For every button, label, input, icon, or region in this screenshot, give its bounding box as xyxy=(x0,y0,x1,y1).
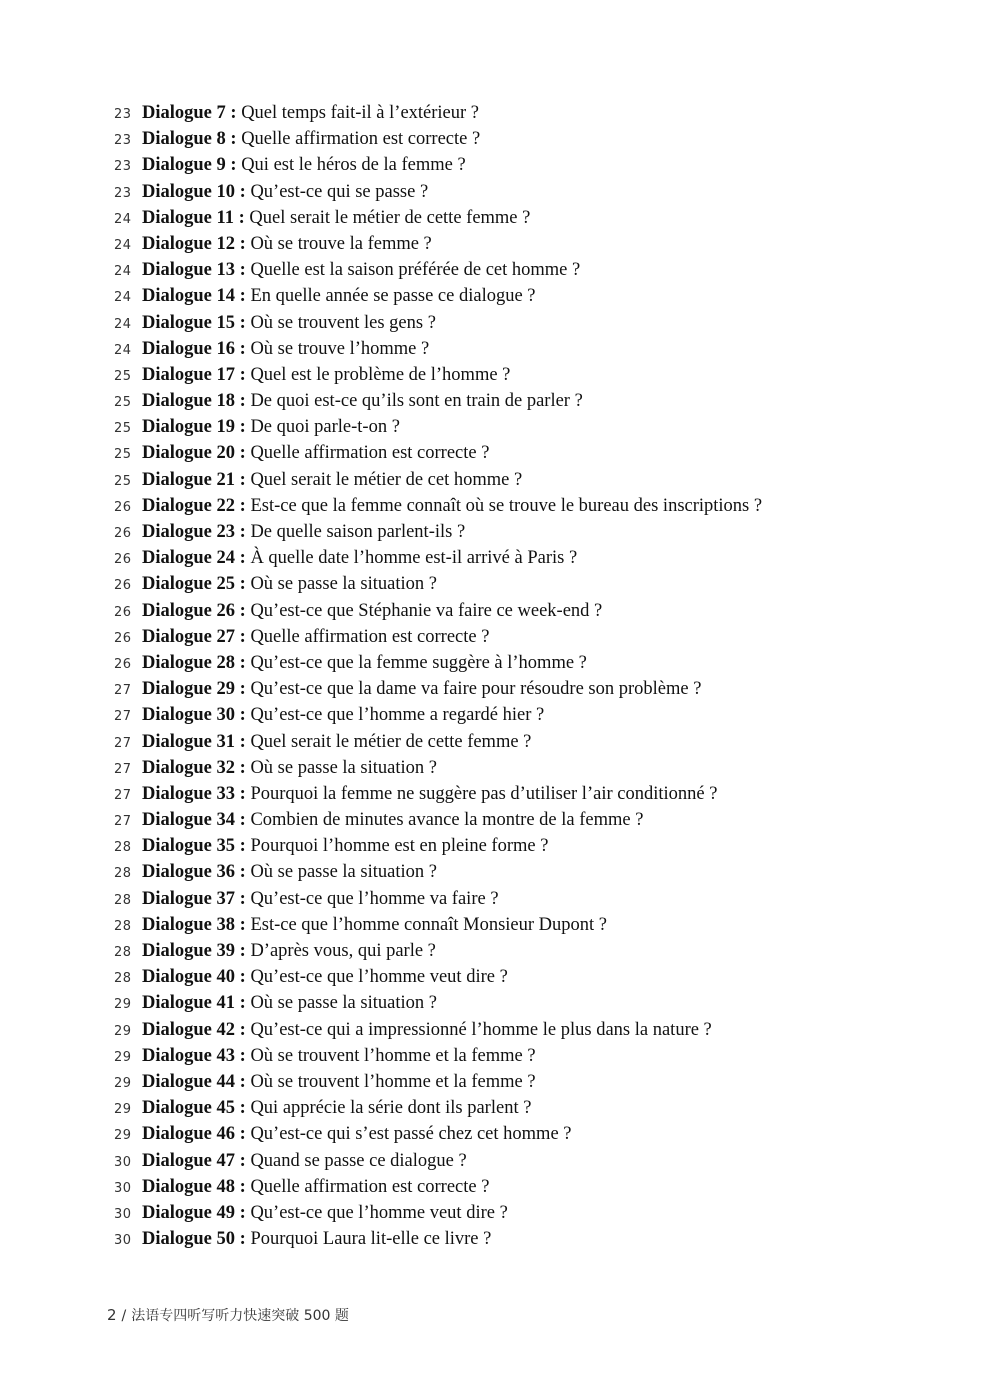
dialogue-label: Dialogue 21 : xyxy=(142,469,246,490)
toc-entry xyxy=(114,365,974,391)
dialogue-label: Dialogue 41 : xyxy=(142,993,246,1014)
dialogue-question: Qui est le héros de la femme ? xyxy=(236,155,466,176)
toc-page-number: 27 xyxy=(114,761,132,777)
toc-entry xyxy=(114,1124,974,1150)
dialogue-label: Dialogue 32 : xyxy=(142,757,246,778)
dialogue-label: Dialogue 40 : xyxy=(142,967,246,988)
dialogue-question: Où se passe la situation ? xyxy=(245,757,437,778)
dialogue-label: Dialogue 28 : xyxy=(142,652,246,673)
toc-page-number: 26 xyxy=(114,578,132,594)
toc-page-number: 26 xyxy=(114,552,132,568)
toc-page-number: 30 xyxy=(114,1233,132,1249)
dialogue-label: Dialogue 46 : xyxy=(142,1124,246,1145)
dialogue-question: Quelle est la saison préférée de cet homme ? xyxy=(245,260,581,281)
dialogue-question: De quoi parle-t-on ? xyxy=(245,417,400,438)
toc-entry xyxy=(114,993,974,1019)
toc-page-number: 30 xyxy=(114,1154,132,1170)
toc-entry xyxy=(114,470,974,496)
dialogue-label: Dialogue 27 : xyxy=(142,626,246,647)
footer-separator: / xyxy=(121,1308,127,1324)
dialogue-question: Quelle affirmation est correcte ? xyxy=(236,129,481,150)
toc-page-number: 24 xyxy=(114,342,132,358)
dialogue-question: Quel serait le métier de cette femme ? xyxy=(244,207,531,228)
toc-page-number: 27 xyxy=(114,814,132,830)
toc-entry xyxy=(114,313,974,339)
dialogue-label: Dialogue 37 : xyxy=(142,888,246,909)
dialogue-label: Dialogue 12 : xyxy=(142,233,246,254)
toc-page-number: 23 xyxy=(114,107,132,122)
dialogue-question: Où se passe la situation ? xyxy=(245,574,437,595)
dialogue-question: Pourquoi l’homme est en pleine forme ? xyxy=(245,836,549,857)
toc-page-number: 27 xyxy=(114,735,132,751)
dialogue-label: Dialogue 47 : xyxy=(142,1150,246,1171)
toc-entry xyxy=(114,391,974,417)
dialogue-label: Dialogue 11 : xyxy=(142,207,245,228)
toc-page-number: 23 xyxy=(114,185,132,201)
toc-entry xyxy=(114,679,974,705)
dialogue-question: Où se passe la situation ? xyxy=(245,862,437,883)
toc-entry xyxy=(114,941,974,967)
dialogue-label: Dialogue 43 : xyxy=(142,1045,246,1066)
dialogue-label: Dialogue 39 : xyxy=(142,941,246,961)
toc-page-number: 29 xyxy=(114,1075,132,1091)
toc-page-number: 29 xyxy=(114,1128,132,1144)
toc-entry xyxy=(114,496,974,522)
toc-page-number: 28 xyxy=(114,892,132,908)
dialogue-question: Où se trouvent l’homme et la femme ? xyxy=(245,1045,536,1066)
dialogue-label: Dialogue 42 : xyxy=(142,1019,246,1040)
toc-entry xyxy=(114,208,974,234)
toc-page-number: 27 xyxy=(114,709,132,725)
toc-page-number: 28 xyxy=(114,918,132,934)
toc-entry xyxy=(114,1229,974,1255)
dialogue-question: En quelle année se passe ce dialogue ? xyxy=(245,286,536,307)
toc-page-number: 26 xyxy=(114,604,132,620)
page-folio: 2 xyxy=(107,1306,117,1324)
toc-page-number: 30 xyxy=(114,1180,132,1196)
dialogue-question: Est-ce que l’homme connaît Monsieur Dupont ? xyxy=(245,914,607,935)
toc-page-number: 24 xyxy=(114,264,132,280)
toc-page-number: 25 xyxy=(114,395,132,411)
dialogue-label: Dialogue 36 : xyxy=(142,862,246,883)
dialogue-label: Dialogue 17 : xyxy=(142,364,246,385)
toc-entry xyxy=(114,260,974,286)
dialogue-label: Dialogue 26 : xyxy=(142,600,246,621)
dialogue-label: Dialogue 10 : xyxy=(142,181,246,202)
toc-entry xyxy=(114,758,974,784)
toc-page-number: 27 xyxy=(114,787,132,803)
dialogue-label: Dialogue 45 : xyxy=(142,1098,246,1119)
toc-entry xyxy=(114,627,974,653)
dialogue-label: Dialogue 19 : xyxy=(142,417,246,438)
toc-page-number: 29 xyxy=(114,997,132,1013)
toc-page-number: 26 xyxy=(114,499,132,515)
toc-page-number: 28 xyxy=(114,840,132,856)
dialogue-question: Quel temps fait-il à l’extérieur ? xyxy=(236,103,480,123)
dialogue-label: Dialogue 9 : xyxy=(142,155,237,176)
toc-entry xyxy=(114,967,974,993)
dialogue-label: Dialogue 34 : xyxy=(142,810,246,831)
dialogue-question: Quel serait le métier de cet homme ? xyxy=(245,469,523,490)
dialogue-label: Dialogue 29 : xyxy=(142,679,246,700)
toc-entry xyxy=(114,601,974,627)
toc-entry xyxy=(114,522,974,548)
toc-page-number: 29 xyxy=(114,1049,132,1065)
toc-entry xyxy=(114,339,974,365)
toc-page-number: 28 xyxy=(114,945,132,960)
toc-page-number: 25 xyxy=(114,368,132,384)
dialogue-question: Qu’est-ce que l’homme veut dire ? xyxy=(245,967,508,988)
toc-page-number: 25 xyxy=(114,473,132,489)
toc-entry xyxy=(114,810,974,836)
toc-entry xyxy=(114,889,974,915)
dialogue-label: Dialogue 16 : xyxy=(142,338,246,359)
dialogue-question: Est-ce que la femme connaît où se trouve le bureau des inscriptions ? xyxy=(245,495,763,516)
dialogue-label: Dialogue 24 : xyxy=(142,548,246,569)
dialogue-label: Dialogue 49 : xyxy=(142,1202,246,1223)
dialogue-label: Dialogue 7 : xyxy=(142,103,237,123)
dialogue-question: Où se trouvent l’homme et la femme ? xyxy=(245,1071,536,1092)
dialogue-label: Dialogue 44 : xyxy=(142,1071,246,1092)
page-footer xyxy=(107,1305,349,1325)
toc-page-number: 25 xyxy=(114,447,132,463)
toc-entry xyxy=(114,182,974,208)
toc-entry xyxy=(114,1151,974,1177)
toc-page-number: 23 xyxy=(114,133,132,149)
toc-entry xyxy=(114,548,974,574)
toc-page-number: 24 xyxy=(114,316,132,332)
dialogue-question: À quelle date l’homme est-il arrivé à Paris ? xyxy=(245,548,578,569)
toc-entry xyxy=(114,1020,974,1046)
dialogue-question: Quelle affirmation est correcte ? xyxy=(245,443,490,464)
dialogue-question: D’après vous, qui parle ? xyxy=(245,941,436,961)
toc-entry xyxy=(114,915,974,941)
dialogue-label: Dialogue 38 : xyxy=(142,914,246,935)
dialogue-question: Où se trouve la femme ? xyxy=(245,233,432,254)
dialogue-question: Qu’est-ce que Stéphanie va faire ce week-end ? xyxy=(245,600,603,621)
toc-page-number: 26 xyxy=(114,656,132,672)
toc-entry xyxy=(114,1046,974,1072)
toc-entry xyxy=(114,653,974,679)
dialogue-question: Où se trouve l’homme ? xyxy=(245,338,430,359)
toc-entry xyxy=(114,286,974,312)
toc-entry xyxy=(114,836,974,862)
dialogue-question: Qu’est-ce que l’homme veut dire ? xyxy=(245,1202,508,1223)
toc-entry xyxy=(114,1072,974,1098)
dialogue-question: Qu’est-ce que la dame va faire pour résoudre son problème ? xyxy=(245,679,702,700)
dialogue-label: Dialogue 23 : xyxy=(142,522,246,542)
dialogue-label: Dialogue 18 : xyxy=(142,391,246,412)
toc-page-number: 28 xyxy=(114,866,132,882)
dialogue-label: Dialogue 20 : xyxy=(142,443,246,464)
toc-page-number: 26 xyxy=(114,526,132,541)
dialogue-question: Quand se passe ce dialogue ? xyxy=(245,1150,467,1171)
dialogue-question: Qu’est-ce qui se passe ? xyxy=(245,181,429,202)
dialogue-question: De quoi est-ce qu’ils sont en train de parler ? xyxy=(245,391,583,412)
book-title: 法语专四听写听力快速突破 500 题 xyxy=(131,1308,349,1324)
toc-entry xyxy=(114,129,974,155)
dialogue-label: Dialogue 14 : xyxy=(142,286,246,307)
dialogue-question: Qu’est-ce que la femme suggère à l’homme ? xyxy=(245,652,587,673)
dialogue-question: Qu’est-ce que l’homme a regardé hier ? xyxy=(245,705,545,726)
toc-entry xyxy=(114,862,974,888)
dialogue-question: Quel serait le métier de cette femme ? xyxy=(245,731,532,752)
toc-page-number: 24 xyxy=(114,211,132,227)
dialogue-question: Qu’est-ce qui s’est passé chez cet homme ? xyxy=(245,1124,572,1145)
toc-entry xyxy=(114,234,974,260)
dialogue-label: Dialogue 8 : xyxy=(142,129,237,150)
dialogue-label: Dialogue 48 : xyxy=(142,1176,246,1197)
toc-page-number: 23 xyxy=(114,159,132,175)
dialogue-label: Dialogue 31 : xyxy=(142,731,246,752)
dialogue-question: Quelle affirmation est correcte ? xyxy=(245,1176,490,1197)
toc-entry xyxy=(114,784,974,810)
dialogue-question: Qui apprécie la série dont ils parlent ? xyxy=(245,1098,532,1119)
toc-page-number: 27 xyxy=(114,683,132,699)
dialogue-label: Dialogue 35 : xyxy=(142,836,246,857)
dialogue-question: Qu’est-ce que l’homme va faire ? xyxy=(245,888,499,909)
dialogue-label: Dialogue 33 : xyxy=(142,783,246,804)
toc-entry xyxy=(114,574,974,600)
toc-page-number: 30 xyxy=(114,1206,132,1222)
toc-page-number: 29 xyxy=(114,1023,132,1039)
dialogue-question: Où se passe la situation ? xyxy=(245,993,437,1014)
toc-page-number: 29 xyxy=(114,1102,132,1118)
toc-entry xyxy=(114,732,974,758)
dialogue-question: Pourquoi Laura lit-elle ce livre ? xyxy=(245,1229,492,1250)
dialogue-question: Pourquoi la femme ne suggère pas d’utiliser l’air conditionné ? xyxy=(245,783,718,804)
table-of-contents xyxy=(114,103,974,1255)
toc-entry xyxy=(114,1203,974,1229)
toc-page-number: 24 xyxy=(114,237,132,253)
toc-entry xyxy=(114,443,974,469)
dialogue-question: Qu’est-ce qui a impressionné l’homme le plus dans la nature ? xyxy=(245,1019,712,1040)
toc-page-number: 26 xyxy=(114,630,132,646)
dialogue-question: Quelle affirmation est correcte ? xyxy=(245,626,490,647)
dialogue-question: Quel est le problème de l’homme ? xyxy=(245,364,511,385)
toc-entry xyxy=(114,155,974,181)
dialogue-label: Dialogue 15 : xyxy=(142,312,246,333)
toc-entry xyxy=(114,705,974,731)
dialogue-label: Dialogue 30 : xyxy=(142,705,246,726)
toc-entry xyxy=(114,103,974,129)
dialogue-label: Dialogue 22 : xyxy=(142,495,246,516)
toc-page-number: 24 xyxy=(114,290,132,306)
toc-entry xyxy=(114,1098,974,1124)
dialogue-label: Dialogue 25 : xyxy=(142,574,246,595)
toc-entry xyxy=(114,417,974,443)
toc-entry xyxy=(114,1177,974,1203)
dialogue-question: Combien de minutes avance la montre de la femme ? xyxy=(245,810,644,831)
toc-page-number: 25 xyxy=(114,421,132,437)
dialogue-label: Dialogue 13 : xyxy=(142,260,246,281)
dialogue-question: De quelle saison parlent-ils ? xyxy=(245,522,466,542)
toc-page-number: 28 xyxy=(114,971,132,987)
dialogue-label: Dialogue 50 : xyxy=(142,1229,246,1250)
dialogue-question: Où se trouvent les gens ? xyxy=(245,312,436,333)
